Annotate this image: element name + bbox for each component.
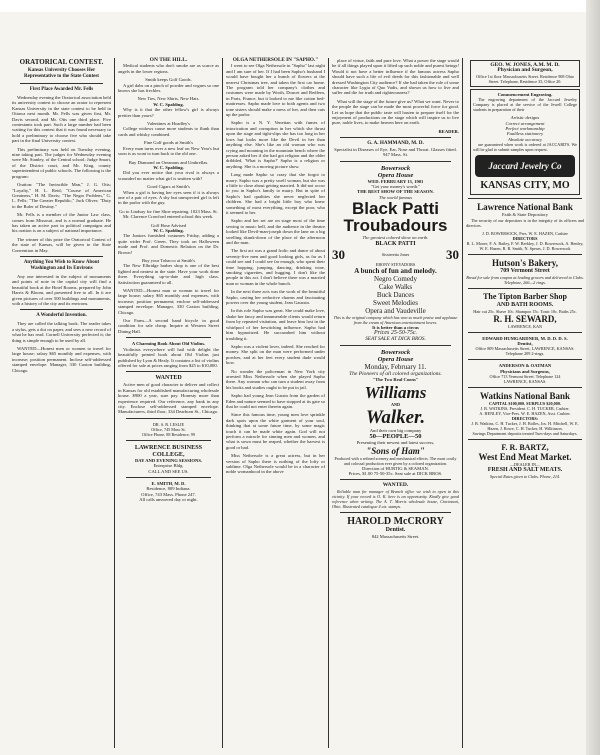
ad-line: Fine Golf goods at Smith's <box>143 140 194 146</box>
star-name: BLACK PATTI <box>375 240 416 247</box>
act-item: Negro Comedy <box>374 274 417 283</box>
divider <box>20 309 103 310</box>
divider <box>126 477 211 478</box>
article-paragraph: Sapho and her set are on stage most of the time sewing to music bell, and the audience in the theatre looked like Devil-man-joseph down the lane on a big swelling skunk-down of the place of the afternoon and the man. <box>226 218 325 245</box>
barber-city: LAWRENCE, KAN <box>507 323 543 329</box>
and-word: AND <box>390 401 401 407</box>
tagline: The world famous <box>378 194 413 200</box>
column-on-the-hill <box>118 58 219 503</box>
article-paragraph: Miss Nethersole is a great actress, but in her version of Sapho there is nothing of the lofty or sublime. Olga Nethersole would be in a character of noble womanhood in the above <box>226 453 325 475</box>
note: The New Elbridge barber shop is one of the best lighted and neatest in the state. Have your work done there. Everything up-to-date and high class. Satisfaction guaranteed to all. <box>118 263 219 285</box>
physicians-name: ANDERSON & OATMAN <box>498 363 552 369</box>
section-title: A Charming Book About Old Violins. <box>131 341 206 347</box>
divider <box>20 256 103 257</box>
meat-rates: Special Rates given to Clubs. Phone, 214. <box>489 474 561 480</box>
dentist-title: Dentist. <box>385 526 406 533</box>
ad-jones <box>470 60 580 87</box>
divider <box>468 359 582 360</box>
divider <box>340 345 451 346</box>
divider <box>468 387 582 388</box>
note: Produced with a refined scenery and mechanical effects. The most costly and colossal production ever given by a colored organization. <box>334 455 457 466</box>
ad-text: are guaranteed when work is ordered at JACCARD'S. We will be glad to submit samples upon request. <box>473 142 577 153</box>
bank-capital: CAPITAL $100,000. SURPLUS $20,000. <box>489 401 561 407</box>
divider <box>468 288 582 289</box>
divider <box>126 418 211 419</box>
bank-officers: J. B. WATKINS, President. C. H. TUCKER, Cashier. A. HENLEY, Vice-Pres. W. E. HAZEN, Asst. Cashier. <box>479 406 571 417</box>
doctor-residence: Residence, 809 Indiana. <box>146 486 191 492</box>
ad-line: Golf Hose Advised <box>150 222 187 228</box>
article-paragraph: They are called the talking book. The reader takes a stylus, gets a dot on paper, and sees a new record of what he has read. Cornell University perfected it; the thing is simple enough to be used by all. <box>12 321 111 343</box>
ad-heading: Commencement Engraving. <box>497 91 553 97</box>
tagline: It is better than a circus <box>372 324 419 330</box>
section-title: A Wonderful Invention. <box>36 313 87 319</box>
column-rule <box>462 58 463 748</box>
barber-owner: R. H. SEWARD, <box>493 313 557 324</box>
divider <box>126 371 211 372</box>
tagline: The greatest colored show on earth. <box>362 235 429 241</box>
article-paragraph: No wonder the policeman in New York city arrested Miss Nethersole when she played Sapho there. Any woman who can turn a student away from his books and studies ought to be put in jail. <box>226 368 325 390</box>
physicians-city: LAWRENCE, KANSAS. <box>503 379 547 385</box>
college-name: LAWRENCE BUSINESS <box>134 443 203 451</box>
note: This is the original company which has won so much praise and applause from the cream of American entertainment lovers. <box>333 314 458 325</box>
act-item: Cake Walks <box>378 282 413 291</box>
cast-number: 30 <box>445 246 459 262</box>
article-paragraph: In the next three acts was the work of the beautiful Sapho, casting her seductive charms and fascinating powers over the young student, Jean Gaussin. <box>226 289 325 306</box>
cast-count <box>332 248 459 262</box>
article-paragraph: place of virtue, faith and pure love. What a power the stage would be if all things played upon it lifted up such noble and purest beings! Would it not have a better influence if the famous actress Sapho should have such a life of evil deeds for this fashionable and well dressed Washington City audience? If she had taken the role of some character like Lygia of Quo Vadis, and shown us how to live and suffer and die for truth and righteousness? <box>332 58 459 96</box>
ad-line: Good Cigars at Smith's <box>147 184 190 190</box>
note: Our Farm—A second hand bicycle in good condition for sale cheap. Inquire at Western Street Dining Hall. <box>118 318 219 334</box>
tagline: The Pioneers of all colored organizations. <box>349 371 442 378</box>
page-right-edge <box>586 0 600 755</box>
note: Every man turns over a new leaf on New Year's but soon is as wont to turn back to the old one. <box>118 145 219 157</box>
show-date: WED. FEBRUARY 13, 1901 <box>367 178 424 184</box>
barber-text: Hair cut 25c. Shave 10c. Shampoo 15c. Tonic 10c. Baths 25c. <box>473 308 577 314</box>
section-title: Anything You Wish to Know About Washington and Its Environs <box>23 259 100 271</box>
act-item: Buck Dances <box>376 290 415 299</box>
headline-sapho: OLGA NETHERSOLE IN "SAPHO." <box>232 57 319 63</box>
doctor-title: Physician and Surgeon, <box>497 67 553 74</box>
note: Why is it that the other fellow's girl is always prettier than yours? <box>118 107 219 118</box>
prices: Prices, $1.00 75-50-35c. Seat sale at DICK BROS. <box>348 470 443 476</box>
article-paragraph: Wednesday evening the Oratorical association held its university contest to choose an orator to represent Kansas University in the state contest to be held in Ottawa next month. Mr. Fells was given first, Mr. Davis second, and Mr. Otis one third place. Five contestants took part. Such a large number had been waiting for this contest that it was found necessary to hold a preliminary to choose five who should take part in the final University contest. <box>12 95 111 144</box>
column-theatre-ads <box>332 58 459 539</box>
article-paragraph: In this role Sapho was great. She could make love, shake her fancy and innumerable clients would return from by repeated visitation, and leave him lost in the whirlpool of her bewitching influence. Sapho had him hypnotized. He succumbed him without troubling it. <box>226 308 325 341</box>
wanted-heading: WANTED <box>155 375 182 382</box>
article-paragraph: Sapho was a violent lover, indeed. She reached for money. She split on the man were performed under porches, and at her feet every student dude would bow. <box>226 343 325 366</box>
bank-subtitle: Faith & State Depository <box>501 212 549 218</box>
note: When a girl is having her eyes seen if it is always one of a pair of eyes. A shy but unexpected girl is left in the parlor with the guy. <box>118 189 219 206</box>
theatre-name: Opera House <box>377 356 414 364</box>
act-item: Opera and Vaudeville <box>365 306 426 315</box>
college-name: COLLEGE, <box>152 450 185 458</box>
meat-market-name: West End Meat Market. <box>478 452 572 463</box>
divider <box>126 440 211 441</box>
college-building: Enterprise Bldg. <box>153 463 184 469</box>
column-rule <box>328 58 329 748</box>
barber-name: The Tipton Barber Shop <box>483 291 567 301</box>
directors-heading: DIRECTORS: <box>511 416 539 422</box>
article-paragraph: The winner of this prize the Oratorical Contest of the state of Kansas, will be given to the State Convention in May. <box>12 236 111 253</box>
article-paragraph: Mr. Fells is a member of the Junior Law class, comes from Missouri, and is a normal graduate. He has taken an active part in political campaigns and his oration is on a subject of national importance. <box>12 212 111 234</box>
article-paragraph: WANTED—Honest men or women to travel for large house; salary $65 monthly and expenses, with increase; position permanent. Inclose self-addressed stamped envelope. Manager, 330 Caxton building, Chicago. <box>12 346 111 373</box>
article-paragraph: Since this famous time, young men love sprinkle dark spots upon the white garment of your soul, thinking that at some future time, by some magic touch it can be made white again. God will not perform a miracle for sinning men and women, and what is sown must be reaped, whether the harvest is good or bad. <box>226 412 325 450</box>
note: Mr. Clarence Crawford entered school this week. <box>123 214 214 220</box>
doctor-name: G. A. HAMMAND, M. D. <box>367 140 424 147</box>
ad-signature: W. C. Spalding. <box>153 164 184 170</box>
act-item: Sweet Melodies <box>373 298 418 307</box>
show-title: Troubadours <box>343 216 448 236</box>
physicians-title: Physicians and Surgeons, <box>500 368 550 374</box>
meat-owner: F. R. BARTZ, <box>501 443 549 453</box>
bakery-address: 709 Vermont Street <box>500 267 550 274</box>
tagline: A bunch of fun and melody. <box>354 266 437 275</box>
dentist-phone: Telephone 209 2-rings. <box>505 351 545 357</box>
tagline: "The Two Real Coons" <box>372 377 419 383</box>
bank-name: Lawrence National Bank <box>477 202 573 213</box>
ad-line: Artistic designs <box>510 115 540 121</box>
ad-line: Correct arrangement <box>505 120 545 126</box>
dentist-office: Office 809 Massachusetts Street, LAWRENCE, KANSAS. <box>475 346 575 352</box>
tagline: "Get your money's worth." <box>370 183 421 189</box>
tagline: And their own big company <box>369 427 422 433</box>
article-paragraph: What will the stage of the future give us? What we want. Never to the people the stage can be made the most powerful force for good. Let us hope that the public taste will hasten to prepare itself for the enjoyment of productions on the stage which will inspire us to live pure, noble lives, to make heaven here on earth. <box>332 98 459 126</box>
note: The Juniors furnished costumes Friday, adding a quite wider Prof. Green. They took on Halloween mode and Prof. and Domestic Relation on the Dr. Brown! <box>118 233 219 255</box>
article-paragraph: Sapho had young Jean Gussin from the garden of Eden and nature seemed to have stopped at its gate so that he could not enter therein again. <box>226 393 325 409</box>
show-title: Black Patti <box>352 199 439 219</box>
prices: Prices 25-50-75c. <box>374 329 417 336</box>
note: Active men of good character to deliver and collect in Kansas for old established manufacturing wholesale house. $900 a year, sure pay. Honesty more than experience required. Our reference, any bank in any city. Enclose self-addressed stamped envelope. Manufacturers, third floor, 334 Dearborn St., Chicago. <box>118 382 219 415</box>
doctor-card: DR. S. B. LESLIE Office, 745 Mass St. Office Phone, 88 Residence, 99 <box>142 421 195 437</box>
wanted-heading: WANTED. <box>382 482 409 489</box>
ad-line: Smith keeps Golf Goods. <box>145 77 192 83</box>
college-call: CALL AND SEE US. <box>148 468 189 474</box>
divider <box>340 479 451 480</box>
article-paragraph: The first act was a grand frolic and dance of about seventy-five men and good looking girls, as far as I could see and I could see far enough, who spent their time hopping, jumping, dancing, drinking wine, smoking cigarettes, and hugging. I don't like the people in this act. I don't believe there was a married man or woman in the whole bunch. <box>226 248 325 286</box>
doctor-office: Office, 743 Mass. Phone 247. <box>141 491 196 497</box>
ad-jaccard <box>470 89 580 195</box>
divider <box>340 161 451 162</box>
star-alias: Sissieretta Jones <box>381 252 410 258</box>
note: Reliable man for manager of Branch office we wish to open in this vicinity. If your record is O. K. here is an opportunity. Kindly give good reference when writing. The A. T. Morris wholesale house, Cincinnati, Ohio. Illustrated catalogue 4 cts. stamps. <box>332 488 459 509</box>
article-paragraph: Long made Sapho so crazy that she forgot to marry. Sapho was a pretty swell woman, but she was a little to close about getting married. It did not occur to you in Sapho's family to marry. But in spite of Sapho's bad qualities she never neglected her children. She had a bright little boy who knew something of most everything, except the poor, who it seemed to her. <box>226 172 325 215</box>
divider <box>126 337 211 338</box>
ad-line: Faultless stationery <box>506 131 544 137</box>
direction: Direction of HURTIG & SEAMAN. <box>362 465 429 471</box>
meat-products: FRESH AND SALT MEATS. <box>487 467 563 474</box>
ad-line: Go to Lindsay for fine Shoe repairing. 1023 Mass. St. <box>119 208 218 214</box>
divider <box>340 137 451 138</box>
ad-line: Buy your Tobacco at Smith's <box>142 258 195 263</box>
ad-city: KANSAS CITY, MO <box>480 180 570 192</box>
dentist-name: EDWARD HUMGARDNER, M. D. D. D. S. <box>482 335 568 341</box>
divider <box>468 332 582 333</box>
tagline: THE BEST SHOW OF THE SEASON. <box>357 189 434 195</box>
seat-sale: SEAT SALE AT DICK BROS. <box>365 335 426 342</box>
divider <box>468 439 582 440</box>
doctor-name: GEO. W. JONES, A.M. M. D. <box>490 62 560 68</box>
subhead: Kansas University Chooses Her Representative to the State Contest <box>24 68 99 79</box>
article-paragraph: This preliminary was held on Tuesday evening, nine taking part. The judges for Wednesday evening were Mr. Stanley, of the Central school; Judge Smart, of the District court, and Mr. King, county superintendent of public schools. The following is the program: <box>12 146 111 179</box>
page-top-margin <box>0 0 600 12</box>
directors-list: J. B. Watkins, C. H. Tucker, J. H. Bolles, Jos. H. Mitchell, W. E. Hazen, J. Rowe, C. H. Tucker, H. Wilkinson. <box>471 421 579 432</box>
ad-line: New Ties, New Shirts, New Hats. <box>137 96 200 102</box>
dentist-title: Dentist, <box>517 341 533 347</box>
article-paragraph: I went to see Olga Nethersole in "Sapho" last night and I am sure of her. If I had been Sapho's husband I would have bought her a bunch of flowers at the nearest Christmas tree, and taken the first car home. The program told her company's clothes and costumes were made by Worth, Doucet and Redfern, in Paris, France, but it looked to me like cotton bed-mattresses. Sapho made love to both agents and two tone sisters should make a mess of her, and then cuts up the parlor. <box>226 63 325 118</box>
cast-number: 30 <box>332 246 345 262</box>
signature: READER. <box>438 128 459 134</box>
doctor-office: Office 1st floor Massachusetts Street. Residence 908 Ohio Street. Telephone, Residence 35, Office 20. <box>476 73 574 84</box>
column-rule <box>222 58 223 748</box>
column-business-ads <box>466 58 584 479</box>
bakery-name: Hutson's Bakery, <box>491 257 558 268</box>
column-sapho <box>226 58 325 478</box>
column-rule <box>114 58 115 748</box>
bank-name: Watkins National Bank <box>479 391 571 402</box>
headline-oratorical: ORATORICAL CONTEST. <box>19 58 104 66</box>
article-paragraph: Any one interested in the subject of monuments and points of note in the capital city will find a beautiful book at the Hotel Rooms, prepared by John Harris & Bloom, and presented free to all. In it are given pictures of over 500 buildings and monuments, with a history of the city and its environs. <box>12 273 111 306</box>
article-paragraph: Sapho is a N. Y. Venetian with fumes of intoxication and corruption in her which she thrust upon the stage and tight-slips she has too long in her lows but looks more like the Devil in her than anything else. She's like an old woman who was crying and moaning in the mountain bench where the person asked her if she had got religion and the older dribbled, 'What is Sapho?' Sapho is a religion or anything. She is a moving picture show. <box>226 120 325 169</box>
show-title: Walker. <box>365 406 426 428</box>
ad-line: Absolute accuracy <box>507 136 543 142</box>
divider <box>20 83 103 84</box>
column-oratorical <box>12 58 111 376</box>
bank-officers: J. D. BOWERSOCK, Pres. W. E. HAZEN, Cashier <box>482 230 568 236</box>
physicians-office: Office 713 Vermont Street. Telephone 124 <box>489 374 561 380</box>
ad-line: Valentines at Hoadley's <box>147 121 190 127</box>
show-title: "Sons of Ham" <box>366 445 425 456</box>
theatre-name: Bowersock <box>380 349 411 357</box>
note: College widows cause more students to flunk than cards and whisky combined. <box>118 126 219 137</box>
note: Violinists everywhere will hail with delight the beautifully printed book about Old Violins just published by Lyon & Healy. It contains a list of violins offered for sale at prices ranging from $25 to $10,000. <box>118 346 219 368</box>
ad-text: The engraving department of the Jaccard Jewelry Company is placed at the service of the Jewell College students in preparation of their <box>473 97 577 113</box>
article-paragraph: Oration: "The Invincible Man," J. G. Otis; "Loyalty," H. L. Reid; "Course of American Greatness," H. M. Davis; "The Negro Problem," G. L. Fells; "The Greater Republic," Jack Oliver; "Duty to the Ruler of Destiny." <box>12 182 111 209</box>
directors-heading: DIRECTORS <box>512 235 538 241</box>
ad-signature: W. C. Spalding. <box>153 101 184 107</box>
cast-subtitle: EBONY STEVADORS <box>375 261 416 267</box>
college-sessions: DAY AND EVENING SESSIONS. <box>134 457 203 463</box>
theatre-name: Opera House <box>377 171 414 179</box>
ad-line: Buy Diamond on Oreanons and Umbrellas. <box>128 159 209 165</box>
bakery-text: Bread for sale from coupon at leading grocers and delivered to Clubs. Telephone, 266—2 rings. <box>466 274 584 285</box>
headline-on-the-hill: ON THE HILL. <box>149 57 188 63</box>
directors-list: R. L. Moore, F. A. Bailey, F. W. Berkley, J. D. Bowersock, A. Henley, W. E. Hazen, R. B. Smith, N. Spears, J. D. Bowersock <box>466 240 584 251</box>
divider <box>340 512 451 513</box>
note: A girl dabs on a pinch of powder and vogues so one knows she has freckles. <box>118 82 219 94</box>
section-title: First Place Awarded Mr. Fells <box>29 87 94 92</box>
ad-line: Perfect workmanship <box>505 126 545 132</box>
dentist-address: 842 Massachusetts Street. <box>371 533 420 539</box>
doctor-name: E. SMITH, M. D. <box>151 480 186 486</box>
divider <box>468 198 582 199</box>
tagline: Presenting their newest and latest success, <box>356 440 435 446</box>
divider <box>468 254 582 255</box>
meat-dealer: —DEALER IN— <box>509 462 541 468</box>
show-date: Monday, February 11. <box>364 363 427 372</box>
note: WANTED—Honest man or woman to travel for large house; salary $65 monthly and expenses, with increase; position permanent; enclose self-addressed stamped envelope. Manager, 330 Caxton building, Chicago. <box>118 288 219 315</box>
dentist-name: HAROLD McCRORY <box>347 515 444 527</box>
ad-signature: W. C. Spalding. <box>153 227 184 233</box>
doctor-hours: All calls answered day or night. <box>139 497 198 503</box>
theatre-name: Bowersock <box>380 164 411 172</box>
barber-subtitle: AND BATH ROOMS. <box>496 301 554 308</box>
bank-text: The security of our depositors is in the integrity of its officers and directors. <box>466 217 584 228</box>
show-title: Williams <box>364 382 427 402</box>
cast-count: 50—PEOPLE—50 <box>369 433 422 441</box>
note: Medical students who don't smoke are as scarce as angels in the lower regions. <box>118 63 219 74</box>
note: Did you ever notice that your rival is always a scoundrel no matter what girl is smitten with? <box>118 170 219 181</box>
bank-savings: Savings Department deposits treated Tues-days and Saturdays. <box>472 431 578 437</box>
doctor-address: 947 Mass. St. <box>382 152 408 158</box>
jaccard-logo: Jaccard Jewelry Co <box>475 155 575 177</box>
doctor-specialty: Specialist in Diseases of Eye, Ear, Nose and Throat. Glasses fitted. <box>334 146 457 152</box>
